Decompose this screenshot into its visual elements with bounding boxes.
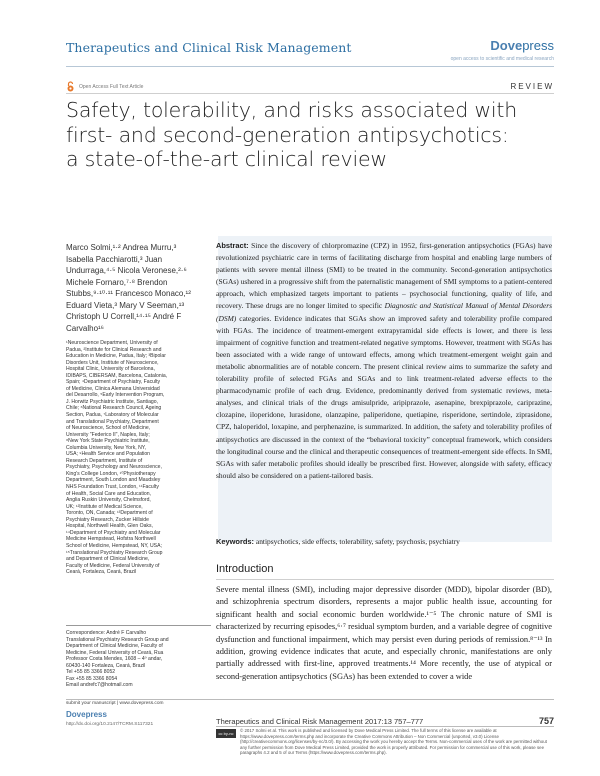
intro-divider [216, 579, 554, 580]
correspondence-line: Department of Clinical Medicine, Faculty of [66, 643, 163, 650]
author-line: Christoph U Correll,¹⁴·¹⁵ André F [66, 312, 182, 321]
keywords-label: Keywords: [216, 537, 255, 546]
author-line: Eduard Vieta,³ Mary V Seeman,¹³ [66, 300, 185, 310]
abstract-text-continued: categories. Evidence indicates that SGAs show an improved safety and tolerability profile compared with FGAs. The incidence of treatment-emergent extrapyramidal side effects is lower, and there is less impairment of cognitive function and treatment-related negative symptoms. However, treatment with SGAs has been associated with a wide range of untoward effects, among which treatment-emergent weight gain and metabolic abnormalities are of notable concern. The present clinical review aims to summarize the safety and tolerability profile of selected FGAs and SGAs and to link treatment-related adverse effects to the pharmacodynamic profile of each drug. Evidence, predominantly derived from systematic reviews, meta-analyses, and clinical trials of the drugs amisulpride, aripiprazole, asenapine, brexpiprazole, cariprazine, clozapine, iloperidone, lurasidone, olanzapine, paliperidone, quetiapine, risperidone, sertindole, ziprasidone, CPZ, haloperidol, loxapine, and perphenazine, is summarized. In addition, the safety and tolerability profiles of antipsychotics are discussed in the context of the “behavioral toxicity” conceptual framework, which considers the longitudinal course and the clinical and therapeutic consequences of treatment-emergent side effects. In SMI, SGAs with safer metabolic profiles should ideally be prescribed first. However, alongside with safety, efficacy should also be considered on a patient-tailored basis. [216, 313, 552, 480]
license-divider [216, 726, 554, 727]
affiliation-line: and Department of Clinical Medicine, [66, 556, 150, 563]
title-line: Safety, tolerability, and risks associated with [66, 98, 518, 122]
footer-dovepress-logo: Dovepress [66, 710, 107, 719]
correspondence-line: Email andrefc7@hotmail.com [66, 682, 133, 689]
open-access-label [66, 81, 143, 92]
affiliation-line: Medicine Hempstead, Hofstra Northwell [66, 536, 156, 543]
affiliation-line: of Health, Social Care and Education, [66, 490, 151, 497]
affiliation-line: Padua, ²Institute for Clinical Research and [66, 346, 162, 353]
journal-name: Therapeutics and Clinical Risk Management [66, 40, 352, 55]
correspondence-divider [66, 625, 211, 626]
affiliation-line: J. Horwitz Psychiatric Institute, Santiago, [66, 398, 159, 405]
affiliation-line: Hospital Clinic, University of Barcelona, [66, 366, 155, 373]
keywords-text: antipsychotics, side effects, tolerability, safety, psychosis, psychiatry [255, 537, 460, 546]
footer-citation: Therapeutics and Clinical Risk Management 2017:13 757–777 [216, 717, 424, 726]
affiliation-line: Education in Medicine, Padua, Italy; ³Bipolar [66, 353, 166, 360]
article-type: REVIEW [510, 82, 554, 91]
abstract-dsm: Diagnostic and Statistical Manual of Mental Disorders (DSM) [216, 301, 552, 323]
footer-divider [66, 699, 554, 700]
affiliation-line: and Translational Psychiatry, Department [66, 418, 159, 425]
affiliation-line: Spain; ⁴Department of Psychiatry, Faculty [66, 379, 161, 386]
submit-manuscript-link[interactable]: submit your manuscript | www.dovepress.com [66, 701, 164, 706]
affiliation-line: Department, South London and Maudsley [66, 477, 161, 484]
correspondence-line: Medicine, Federal University of Ceará, Rua [66, 649, 164, 656]
header-divider [66, 66, 554, 67]
author-line: Carvalho¹⁶ [66, 323, 104, 333]
license-block [216, 728, 552, 756]
affiliation-line: del Desarrollo, ⁵Early Intervention Program, [66, 392, 165, 399]
affiliation-line: Anglia Ruskin University, Chelmsford, [66, 497, 151, 504]
open-access-lock-icon [66, 81, 75, 92]
affiliation-line: of Medicine, Clinica Alemana Universidad [66, 385, 160, 392]
affiliation-line: IDIBAPS, CIBERSAM, Barcelona, Catalonia, [66, 372, 168, 379]
affiliation-line: USA; ⁹Health Service and Population [66, 451, 151, 458]
affiliation-line: Ceará, Fortaleza, Ceará, Brazil [66, 569, 137, 576]
affiliation-line: ¹Neuroscience Department, University of [66, 340, 158, 346]
cc-license-icon: cc by-nc [216, 729, 236, 738]
author-line: Marco Solmi,¹·² Andrea Murru,³ [66, 243, 177, 252]
publisher-logo [490, 38, 554, 53]
affiliation-line: UK; ¹²Institute of Medical Science, [66, 503, 143, 510]
affiliation-line: Section, Padua, ⁷Laboratory of Molecular [66, 412, 159, 419]
affiliation-line: Hospital, Northwell Health, Glen Oaks, [66, 523, 153, 530]
affiliation-line: ⁸New York State Psychiatric Institute, [66, 438, 150, 445]
open-access-text: Open Access Full Text Article [79, 83, 144, 90]
correspondence-line: Professor Costa Mendes, 1608 – 4º andar, [66, 656, 163, 663]
affiliation-line: Psychiatry, Psychology and Neuroscience, [66, 464, 162, 471]
affiliation-line: Psychiatry Research, Zucker Hillside [66, 516, 149, 523]
abstract-text: Since the discovery of chlorpromazine (CPZ) in 1952, first-generation antipsychotics (FGAs) have revolutionized psychiatric care in terms of facilitating discharge from hospital and enabling large numbers of patients with severe mental illness (SMI) to be treated in the community. Second-generation antipsychotics (SGAs) ushered in a progressive shift from the paternalistic management of SMI symptoms to a patient-centered approach, which emphasized targets important to patients – psychosocial functioning, quality of life, and recovery. These drugs are no longer limited to specific [216, 241, 553, 311]
correspondence-line: 60430-140 Fortaleza, Ceará, Brazil [66, 662, 146, 669]
publisher-tagline: open access to scientific and medical research [450, 56, 554, 62]
author-line: Undurraga,⁴·⁵ Nicola Veronese,²·⁶ [66, 266, 187, 275]
affiliation-line: Chile; ⁶National Research Council, Ageing [66, 405, 162, 412]
introduction-paragraph: Severe mental illness (SMI), including major depressive disorder (MDD), bipolar disorder (BD), and schizophrenia spectrum disorders, represents a major public health issue, accounting for significant health and social economic burden worldwide.¹⁻⁵ The chronic nature of SMI is characterized by recurring episodes,⁶·⁷ residual symptom burden, and a variable degree of cognitive dysfunction and functional impairment, which may persist even during periods of remission.⁸⁻¹³ In addition, growing evidence indicates that acute, and especially chronic, manifestations are only partially addressed with first-line, approved treatments.¹⁴ More recently, the use of atypical or second-generation antipsychotics (SGAs) has been extended to cover a wide [216, 585, 552, 681]
author-line: Michele Fornaro,⁷·⁸ Brendon [66, 277, 168, 287]
affiliation-line: Columbia University, New York, NY, [66, 444, 146, 451]
correspondence-line: Tel +55 85 3366 8052 [66, 669, 116, 676]
keywords [216, 537, 552, 546]
affiliation-line: Toronto, ON, Canada; ¹³Department of [66, 510, 153, 517]
affiliations [66, 340, 211, 576]
author-line: Stubbs,⁹·¹⁰·¹¹ Francesco Monaco,¹² [66, 289, 191, 298]
affiliation-line: King's College London, ¹⁰Physiotherapy [66, 470, 156, 477]
section-heading-introduction: Introduction [216, 563, 274, 575]
abstract-label: Abstract: [216, 241, 249, 250]
publisher-suffix: press [522, 38, 554, 53]
affiliation-line: NHS Foundation Trust, London, ¹¹Faculty [66, 484, 159, 491]
correspondence [66, 630, 211, 689]
affiliation-line: Research Department, Institute of [66, 457, 143, 464]
affiliation-line: ¹⁴Department of Psychiatry and Molecular [66, 529, 161, 536]
affiliation-line: University "Federico II", Naples, Italy; [66, 431, 150, 438]
footer-left [66, 701, 211, 727]
publisher-name: Dove [490, 38, 523, 53]
correspondence-line: Correspondence: André F Carvalho [66, 630, 147, 636]
affiliation-line: School of Medicine, Hempstead, NY, USA; [66, 542, 162, 549]
correspondence-line: Translational Psychiatry Research Group and [66, 636, 169, 643]
doi-link[interactable]: http://dx.doi.org/10.2147/TCRM.S117321 [66, 722, 154, 727]
affiliation-line: of Neuroscience, School of Medicine, [66, 425, 151, 432]
license-text: © 2017 Solmi et al. This work is published and licensed by Dove Medical Press Limited. The full terms of this license are available at https://www.dovepress.com/terms.php and incorporate the Creative Commons Attribution – Non Commercial (unported, v3.0) License (http://creativecommons.org/licenses/by-nc/3.0/). By accessing the work you hereby accept the Terms. Non-commercial uses of the work are permitted without any further permission from Dove Medical Press Limited, provided the work is properly attributed. For permission for commercial use of this work, please see paragraphs 4.2 and 5 of our Terms (https://www.dovepress.com/terms.php). [240, 728, 547, 756]
title-divider [66, 93, 554, 94]
page-number: 757 [538, 716, 554, 726]
author-list [66, 242, 211, 334]
abstract [216, 240, 552, 482]
affiliation-line: ¹⁵Translational Psychiatry Research Group [66, 549, 163, 556]
affiliation-line: Disorders Unit, Institute of Neuroscience, [66, 359, 159, 366]
article-title [66, 98, 536, 172]
affiliation-line: Faculty of Medicine, Federal University of [66, 562, 160, 569]
author-line: Isabella Pacchiarotti,³ Juan [66, 254, 163, 264]
title-line: a state-of-the-art clinical review [66, 147, 387, 171]
correspondence-line: Fax +55 85 3366 8054 [66, 675, 118, 682]
title-line: first- and second-generation antipsychotics: [66, 122, 509, 147]
